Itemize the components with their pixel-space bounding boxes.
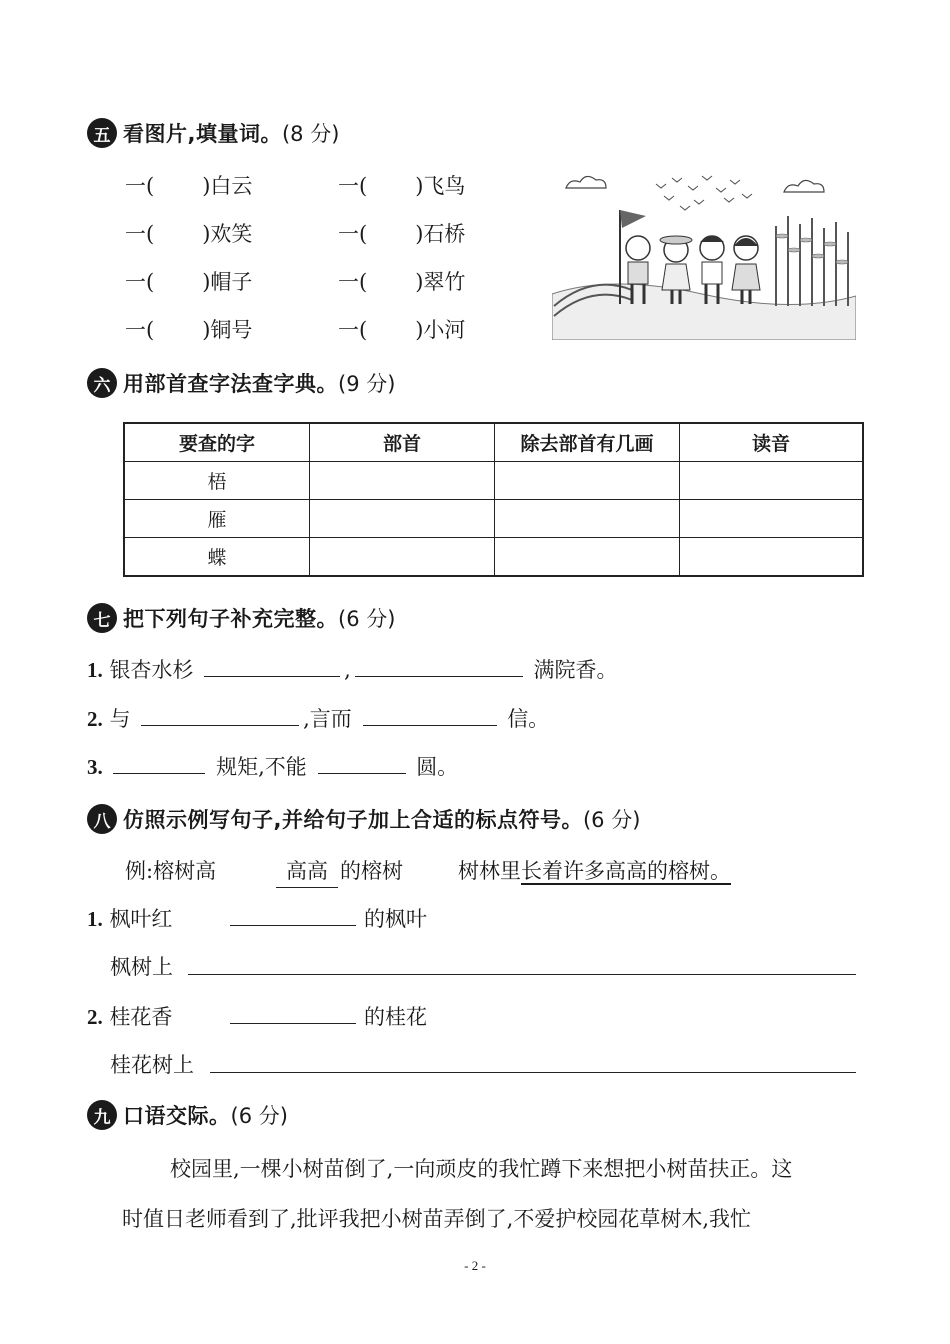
example-sentence-underlined: 长着许多高高的榕树。 bbox=[521, 859, 731, 883]
measure-item: 一( )翠竹 bbox=[338, 270, 466, 294]
cloud-icon bbox=[566, 176, 824, 192]
answer-cell[interactable] bbox=[680, 538, 864, 577]
imitate-item-2-lead: 桂花树上 bbox=[110, 1053, 194, 1077]
measure-item: 一( )铜号 bbox=[125, 318, 253, 342]
example-fill: 高高 bbox=[276, 855, 338, 888]
complete-item-3: 3. 规矩,不能 圆。 bbox=[87, 751, 458, 781]
section-8-heading bbox=[87, 802, 640, 836]
section-7-badge: 七 bbox=[87, 603, 117, 633]
measure-item: 一( )帽子 bbox=[125, 270, 253, 294]
measure-item: 一( )欢笑 bbox=[125, 222, 253, 246]
example-label: 例:榕树高 bbox=[125, 859, 217, 883]
children-holding-flag-illustration-icon bbox=[552, 166, 856, 340]
imitate-item-2-after: 的桂花 bbox=[364, 1005, 427, 1029]
table-cell: 梧 bbox=[124, 462, 310, 500]
column-header: 除去部首有几画 bbox=[495, 423, 680, 462]
section-7-heading bbox=[87, 601, 395, 635]
imitate-item-1-lead: 枫树上 bbox=[110, 955, 173, 979]
table-cell: 蝶 bbox=[124, 538, 310, 577]
imitate-item-2: 2. 桂花香 bbox=[87, 1005, 173, 1029]
section-9-heading bbox=[87, 1098, 288, 1132]
measure-item: 一( )白云 bbox=[125, 174, 253, 198]
answer-blank[interactable] bbox=[318, 751, 406, 774]
complete-item-1: 1. 银杏水杉 , 满院香。 bbox=[87, 654, 618, 684]
imitate-item-1: 1. 枫叶红 bbox=[87, 907, 173, 931]
answer-cell[interactable] bbox=[680, 462, 864, 500]
answer-line[interactable] bbox=[210, 1072, 856, 1073]
oral-paragraph-line-1: 校园里,一棵小树苗倒了,一向顽皮的我忙蹲下来想把小树苗扶正。这 bbox=[170, 1157, 793, 1181]
section-6-heading bbox=[87, 366, 395, 400]
section-7-title: 把下列句子补充完整。 bbox=[123, 607, 338, 631]
answer-blank[interactable] bbox=[141, 703, 299, 726]
imitate-item-1-after: 的枫叶 bbox=[364, 907, 427, 931]
measure-item: 一( )石桥 bbox=[338, 222, 466, 246]
table-header-row bbox=[124, 423, 863, 462]
example-after: 的榕树 bbox=[340, 859, 403, 883]
oral-paragraph-line-2: 时值日老师看到了,批评我把小树苗弄倒了,不爱护校园花草树木,我忙 bbox=[122, 1207, 752, 1231]
measure-item: 一( )小河 bbox=[338, 318, 466, 342]
section-9-score: (6 分) bbox=[230, 1104, 288, 1128]
answer-cell[interactable] bbox=[495, 538, 680, 577]
section-8-title: 仿照示例写句子,并给句子加上合适的标点符号。 bbox=[123, 808, 583, 832]
answer-blank[interactable] bbox=[204, 654, 340, 677]
section-9-title: 口语交际。 bbox=[123, 1104, 231, 1128]
answer-cell[interactable] bbox=[680, 500, 864, 538]
section-7-score: (6 分) bbox=[338, 607, 396, 631]
complete-item-2: 2. 与 ,言而 信。 bbox=[87, 703, 549, 733]
section-6-badge: 六 bbox=[87, 368, 117, 398]
section-9-badge: 九 bbox=[87, 1100, 117, 1130]
birds-icon bbox=[656, 176, 752, 210]
table-cell: 雁 bbox=[124, 500, 310, 538]
answer-blank[interactable] bbox=[355, 654, 523, 677]
section-5-title: 看图片,填量词。 bbox=[123, 122, 282, 146]
page-number: - 2 - bbox=[464, 1258, 486, 1273]
dictionary-table bbox=[123, 422, 864, 577]
section-5-heading bbox=[87, 116, 339, 150]
section-5-badge: 五 bbox=[87, 118, 117, 148]
section-5-score: (8 分) bbox=[281, 122, 340, 146]
section-6-title: 用部首查字法查字典。 bbox=[123, 372, 338, 396]
section-6-score: (9 分) bbox=[338, 372, 396, 396]
answer-cell[interactable] bbox=[310, 538, 495, 577]
answer-blank[interactable] bbox=[230, 1023, 356, 1024]
answer-blank[interactable] bbox=[363, 703, 497, 726]
measure-item: 一( )飞鸟 bbox=[338, 174, 466, 198]
section-8-badge: 八 bbox=[87, 804, 117, 834]
column-header: 要查的字 bbox=[124, 423, 310, 462]
answer-blank[interactable] bbox=[230, 925, 356, 926]
example-sentence: 树林里长着许多高高的榕树。 bbox=[458, 859, 731, 883]
answer-line[interactable] bbox=[188, 974, 856, 975]
table-row bbox=[124, 538, 863, 577]
answer-blank[interactable] bbox=[113, 751, 205, 774]
column-header: 部首 bbox=[310, 423, 495, 462]
answer-cell[interactable] bbox=[310, 500, 495, 538]
column-header: 读音 bbox=[680, 423, 864, 462]
answer-cell[interactable] bbox=[310, 462, 495, 500]
answer-cell[interactable] bbox=[495, 462, 680, 500]
answer-cell[interactable] bbox=[495, 500, 680, 538]
table-row bbox=[124, 462, 863, 500]
table-row bbox=[124, 500, 863, 538]
section-8-score: (6 分) bbox=[582, 808, 641, 832]
